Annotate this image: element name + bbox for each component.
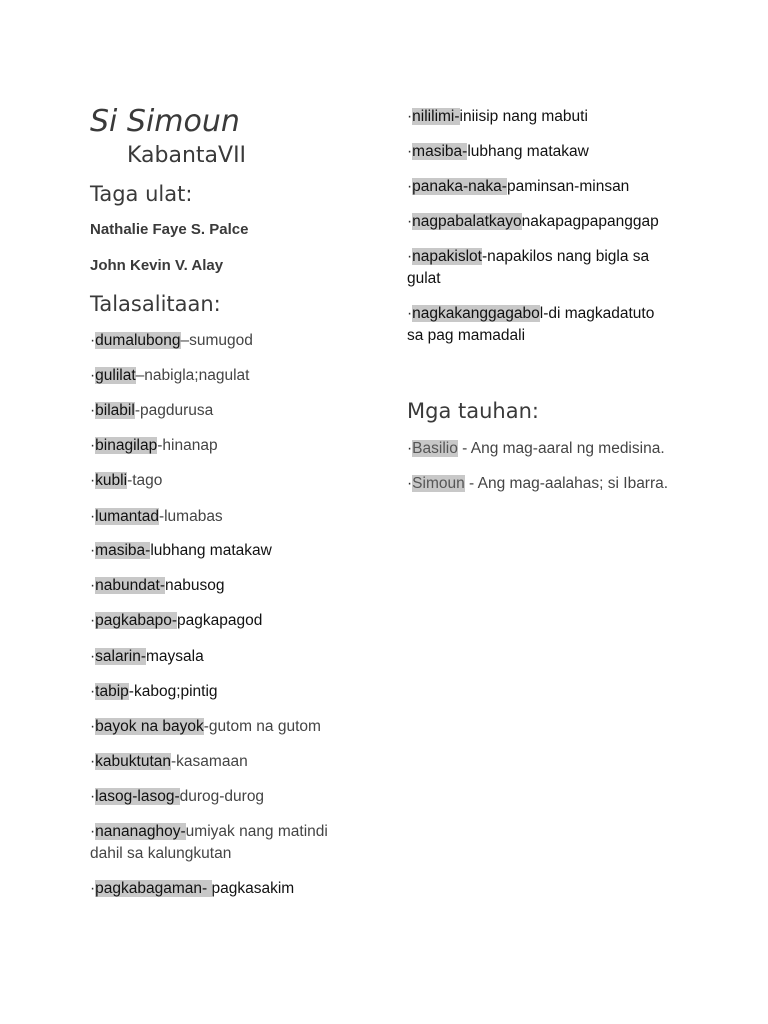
vocab-definition: iniisip nang mabuti [459, 108, 588, 125]
vocab-term: nabundat- [95, 577, 165, 594]
character-name: Basilio [412, 440, 458, 457]
bullet: · [90, 718, 96, 735]
vocab-definition: pagkasakim [211, 880, 295, 897]
vocab-item [407, 246, 667, 290]
vocab-item [407, 303, 667, 347]
vocab-definition: paminsan-minsan [506, 178, 630, 195]
vocab-definition: -pagdurusa [134, 402, 214, 419]
bullet: · [90, 753, 96, 770]
vocab-item [90, 540, 350, 562]
vocab-term: nagkakanggagabo [412, 305, 540, 322]
bullet: · [407, 108, 413, 125]
bullet: · [90, 648, 96, 665]
page-title: Si Simoun [90, 104, 240, 139]
character-description: - Ang mag-aalahas; si Ibarra. [464, 475, 669, 492]
vocab-term: gulilat [95, 367, 136, 384]
vocab-item [90, 786, 350, 808]
vocab-term: masiba- [412, 143, 468, 160]
reporter-name: John Kevin V. Alay [90, 257, 224, 274]
vocab-item [407, 141, 677, 163]
character-item [407, 473, 707, 495]
vocab-term: nagpabalatkayo [412, 213, 522, 230]
vocab-term: pagkabagaman- [95, 880, 212, 897]
bullet: · [90, 577, 96, 594]
vocab-term: binagilap [95, 437, 158, 454]
vocab-term: bayok na bayok [95, 718, 204, 735]
vocab-term: masiba- [95, 542, 151, 559]
vocab-definition: -hinanap [157, 437, 218, 454]
bullet: · [90, 508, 96, 525]
vocab-definition: -gutom na gutom [203, 718, 321, 735]
vocab-item [90, 681, 350, 703]
vocab-definition: nabusog [164, 577, 225, 594]
vocab-item [90, 435, 350, 457]
vocab-item [90, 821, 350, 865]
vocab-term: kabuktutan [95, 753, 172, 770]
vocab-definition: l-di magkadatuto sa pag mamadali [407, 305, 655, 344]
vocab-definition: -tago [127, 472, 163, 489]
vocab-definition: -kabog;pintig [128, 683, 218, 700]
bullet: · [90, 612, 96, 629]
vocab-term: dumalubong [95, 332, 181, 349]
bullet: · [407, 248, 413, 265]
vocab-item [90, 330, 350, 352]
vocab-term: bilabil [95, 402, 135, 419]
vocab-item [90, 751, 350, 773]
bullet: · [407, 305, 413, 322]
vocab-definition: –nabigla;nagulat [135, 367, 250, 384]
vocab-item [90, 575, 350, 597]
vocab-item [90, 878, 350, 900]
vocab-definition: -napakilos nang bigla sa gulat [407, 248, 650, 287]
vocab-definition: lubhang matakaw [467, 143, 589, 160]
bullet: · [90, 472, 96, 489]
vocab-term: pagkabapo- [95, 612, 178, 629]
bullet: · [90, 880, 96, 897]
vocab-term: nananaghoy- [95, 823, 186, 840]
talasalitaan-heading: Talasalitaan: [90, 292, 221, 316]
character-item [407, 438, 707, 460]
chapter-subtitle: KabantaVII [127, 143, 247, 168]
bullet: · [90, 367, 96, 384]
bullet: · [407, 143, 413, 160]
vocab-definition: durog-durog [179, 788, 265, 805]
vocab-term: panaka-naka- [412, 178, 507, 195]
vocab-item [90, 506, 350, 528]
character-description: - Ang mag-aaral ng medisina. [457, 440, 665, 457]
bullet: · [90, 437, 96, 454]
vocab-term: napakislot [412, 248, 482, 265]
vocab-term: nililimi- [412, 108, 460, 125]
vocab-definition: nakapagpapanggap [521, 213, 659, 230]
vocab-item [407, 211, 677, 233]
bullet: · [90, 402, 96, 419]
vocab-definition: maysala [146, 648, 204, 665]
bullet: · [90, 683, 96, 700]
reporter-name: Nathalie Faye S. Palce [90, 221, 249, 238]
vocab-item [90, 365, 350, 387]
vocab-definition: pagkapagod [177, 612, 263, 629]
vocab-item [90, 646, 350, 668]
vocab-term: salarin- [95, 648, 146, 665]
mga-tauhan-heading: Mga tauhan: [407, 399, 539, 423]
vocab-term: tabip [95, 683, 129, 700]
vocab-definition: -lumabas [158, 508, 223, 525]
bullet: · [407, 475, 413, 492]
vocab-item [407, 176, 677, 198]
vocab-item [90, 610, 350, 632]
vocab-definition: -kasamaan [171, 753, 248, 770]
character-name: Simoun [412, 475, 465, 492]
vocab-term: kubli [95, 472, 128, 489]
bullet: · [90, 823, 96, 840]
vocab-definition: –sumugod [180, 332, 253, 349]
vocab-definition: lubhang matakaw [150, 542, 272, 559]
vocab-term: lasog-lasog- [95, 788, 180, 805]
bullet: · [407, 178, 413, 195]
bullet: · [90, 788, 96, 805]
vocab-item [90, 470, 350, 492]
vocab-definition: umiyak nang matindi dahil sa kalungkutan [90, 823, 328, 862]
vocab-item [90, 716, 350, 738]
bullet: · [407, 213, 413, 230]
taga-ulat-heading: Taga ulat: [90, 182, 193, 206]
bullet: · [90, 332, 96, 349]
bullet: · [407, 440, 413, 457]
vocab-term: lumantad [95, 508, 159, 525]
bullet: · [90, 542, 96, 559]
vocab-item [407, 106, 677, 128]
vocab-item [90, 400, 350, 422]
